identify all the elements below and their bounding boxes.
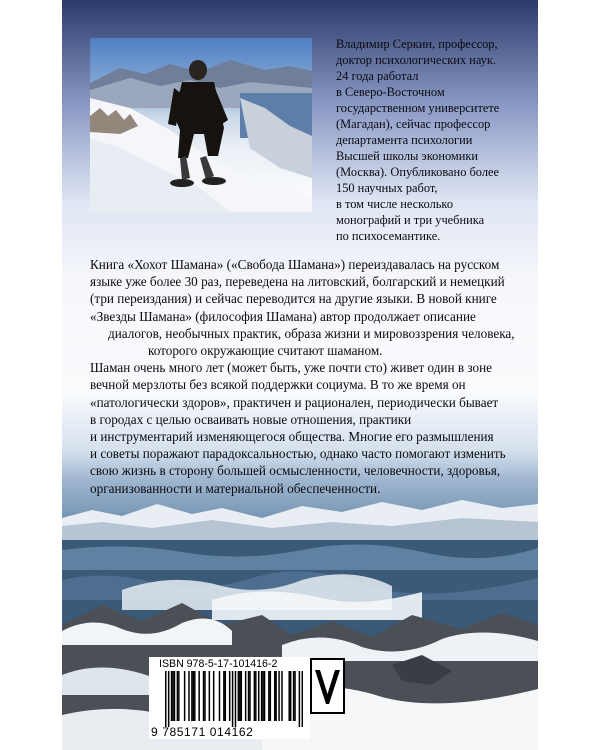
barcode-bar <box>174 671 176 721</box>
barcode-bar <box>235 671 237 727</box>
barcode-bar <box>165 671 167 727</box>
description-line: и советы поражают парадоксальностью, однако часто помогают изменить <box>90 446 506 462</box>
bio-line: доктор психологических наук. <box>336 53 497 67</box>
bio-line: в том числе несколько <box>336 197 454 211</box>
book-description <box>90 256 538 497</box>
bio-line: департамента психологии <box>336 133 473 147</box>
barcode-bar <box>274 671 276 721</box>
barcode-bars <box>165 671 303 727</box>
bio-line: 150 научных работ, <box>336 181 438 195</box>
barcode-bar <box>258 671 260 721</box>
bio-line: государственном университете <box>336 101 500 115</box>
barcode-bar <box>225 671 227 721</box>
isbn-label: ISBN 978-5-17-101416-2 <box>159 658 278 670</box>
barcode-bar <box>288 671 290 721</box>
description-line: «Звезды Шамана» (философия Шамана) автор продолжает описание <box>90 308 476 324</box>
ean-digits: 9 785171 014162 <box>151 725 254 739</box>
barcode-bar <box>191 671 193 721</box>
author-photo <box>90 38 312 212</box>
barcode-bar <box>238 671 240 721</box>
author-photo-scene <box>90 38 312 212</box>
barcode-bar <box>229 671 231 721</box>
bio-line: Владимир Серкин, профессор, <box>336 37 498 51</box>
barcode-bar <box>299 671 301 727</box>
description-line: диалогов, необычных практик, образа жизни и мировоззрения человека, <box>108 325 515 341</box>
description-line: и инструментарий изменяющегося общества. Многие его размышления <box>90 429 494 445</box>
barcode-bar <box>245 671 247 721</box>
barcode-bar <box>232 671 234 727</box>
barcode-bar <box>293 671 295 721</box>
description-line: Шаман очень много лет (может быть, уже почти сто) живет один в зоне <box>90 360 492 376</box>
barcode-bar <box>270 671 272 721</box>
barcode-bar <box>178 671 180 721</box>
bio-line: по психосемантике. <box>336 229 441 243</box>
barcode-bar <box>203 671 205 721</box>
barcode-block <box>149 657 310 739</box>
description-line: языке уже более 30 раз, переведена на литовский, болгарский и немецкий <box>90 274 505 290</box>
barcode-bar <box>172 671 174 721</box>
barcode-bar <box>204 671 206 721</box>
barcode-bar <box>294 671 296 721</box>
v-logo-icon <box>312 660 343 712</box>
barcode-bar <box>198 671 200 721</box>
barcode-bar <box>184 671 186 721</box>
barcode-bar <box>262 671 264 721</box>
barcode-bar <box>249 671 251 721</box>
barcode-bar <box>223 671 225 721</box>
barcode-bar <box>241 671 243 721</box>
barcode-bar <box>248 671 250 721</box>
description-line: вечной мерзлоты без всякой поддержки социума. В то же время он <box>90 377 466 393</box>
barcode-bar <box>264 671 266 721</box>
description-line: свою жизнь в сторону большей осмысленности, человечности, здоровья, <box>90 463 501 479</box>
barcode-bar <box>254 671 256 721</box>
barcode-bar <box>193 671 195 721</box>
barcode-bar <box>268 671 270 721</box>
barcode-bar <box>194 671 196 721</box>
bio-line: в Северо-Восточном <box>336 85 445 99</box>
barcode-bar <box>275 671 277 721</box>
description-line: (три переиздания) и сейчас переводится на другие языки. В новой книге <box>90 291 497 307</box>
barcode-bar <box>213 671 215 721</box>
barcode-bar <box>281 671 283 721</box>
bio-line: (Магадан), сейчас профессор <box>336 117 491 131</box>
barcode-bar <box>302 671 303 727</box>
barcode-bar <box>188 671 190 721</box>
barcode-bar <box>261 671 263 721</box>
back-cover <box>62 0 538 750</box>
barcode-bar <box>171 671 173 721</box>
barcode-bar <box>168 671 170 727</box>
publisher-logo <box>310 658 345 714</box>
description-line: в городах с целью осваивать новые отношения, практики <box>90 411 412 427</box>
description-line: которого окружающие считают шаманом. <box>148 343 383 359</box>
barcode-bar <box>255 671 257 721</box>
barcode-bar <box>239 671 241 721</box>
bio-line: Высшей школы экономики <box>336 149 479 163</box>
barcode-bar <box>209 671 211 721</box>
description-line: «патологически здоров», практичен и рационален, периодически бывает <box>90 394 499 410</box>
barcode-bar <box>278 671 280 721</box>
bio-line: 24 года работал <box>336 69 419 83</box>
description-line: Книга «Хохот Шамана» («Свобода Шамана») переиздавалась на русском <box>90 257 500 272</box>
barcode-bar <box>219 671 221 721</box>
bio-line: монографий и три учебника <box>336 213 485 227</box>
bio-line: (Москва). Опубликовано более <box>336 165 500 179</box>
description-line: организованности и материальной обеспеченности. <box>90 480 381 496</box>
barcode-bar <box>290 671 292 721</box>
barcode-bar <box>177 671 179 721</box>
